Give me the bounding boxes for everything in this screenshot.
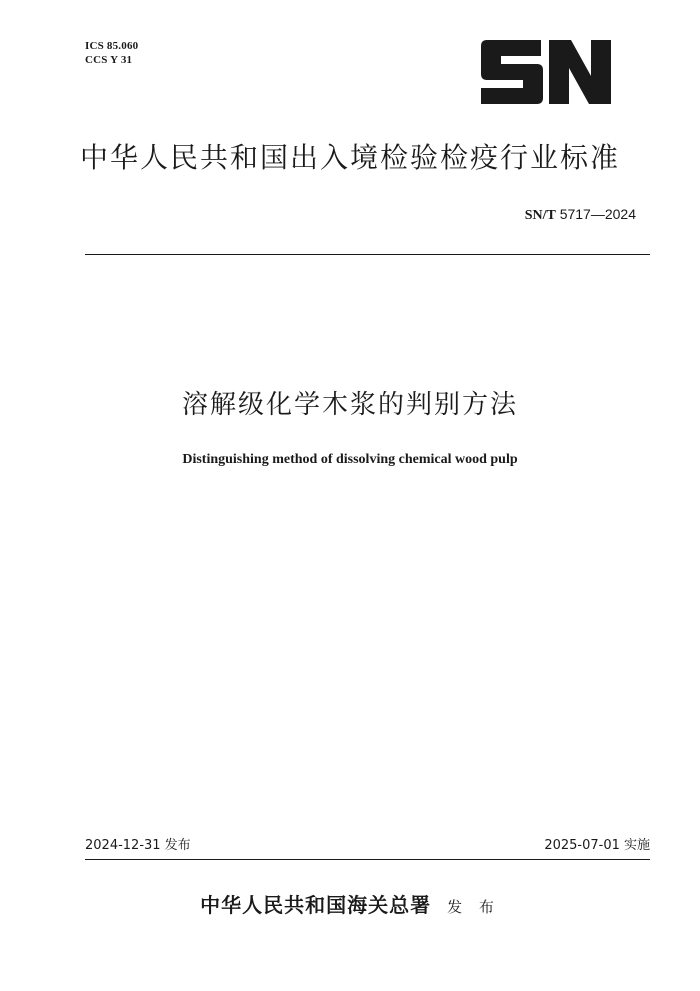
issue-date: 2024-12-31 发布 [85, 838, 191, 853]
standard-number [525, 206, 636, 224]
bottom-divider [85, 859, 650, 860]
standard-number-prefix: SN/T [524, 208, 556, 223]
top-divider [85, 254, 650, 255]
implementation-date: 2025-07-01 实施 [544, 838, 650, 853]
publisher-verb: 发 布 [447, 898, 500, 916]
ics-code: ICS 85.060 [85, 40, 139, 52]
ccs-code: CCS Y 31 [85, 54, 133, 66]
standard-category-title: 中华人民共和国出入境检验检疫行业标准 [79, 141, 620, 174]
document-title-english: Distinguishing method of dissolving chemical wood pulp [182, 452, 518, 467]
sn-logo-letter-s [481, 40, 543, 104]
sn-logo [479, 36, 613, 106]
standard-number-value: 5717—2024 [559, 206, 636, 222]
publisher-line [0, 892, 700, 920]
sn-logo-letter-n [549, 40, 611, 104]
publisher-name: 中华人民共和国海关总署 [200, 893, 432, 917]
document-title-chinese: 溶解级化学木浆的判别方法 [181, 390, 518, 420]
